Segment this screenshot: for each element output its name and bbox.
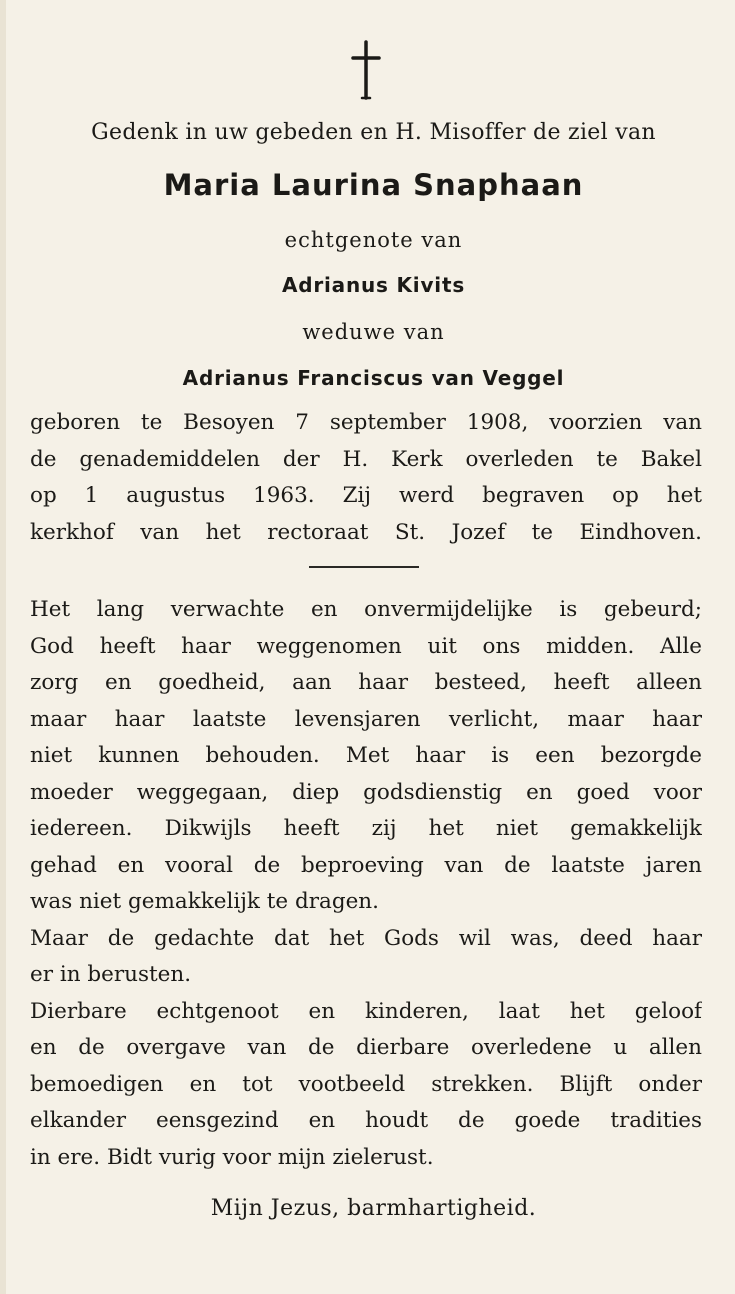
biography-line: kerkhof van het rectoraat St. Jozef te Eindhoven.	[30, 519, 702, 545]
intro-line: Gedenk in uw gebeden en H. Misoffer de ziel van	[91, 120, 656, 145]
prayer-line: elkander eensgezind en houdt de goede tradities	[30, 1108, 702, 1133]
prayer-line: God heeft haar weggenomen uit ons midden. Alle	[30, 633, 702, 659]
prayer-paragraph	[30, 592, 702, 1176]
prayer-line: moeder weggegaan, diep godsdienstig en goed voor	[30, 779, 702, 805]
prayer-line: bemoedigen en tot vootbeeld strekken. Blijft onder	[30, 1071, 702, 1097]
spouse-1-name: Adrianus Kivits	[281, 273, 466, 297]
biography-line: op 1 augustus 1963. Zij werd begraven op het	[30, 483, 702, 508]
relation-spouse-2: weduwe van	[302, 320, 445, 344]
prayer-line: gehad en vooral de beproeving van de laatste jaren	[30, 852, 702, 878]
prayer-line: en de overgave van de dierbare overledene u allen	[30, 1035, 702, 1060]
prayer-line: was niet gemakkelijk te dragen.	[30, 889, 379, 914]
prayer-line: maar haar laatste levensjaren verlicht, maar haar	[30, 706, 702, 732]
prayer-line: in ere. Bidt vurig voor mijn zielerust.	[30, 1144, 434, 1170]
spouse-2-name: Adrianus Franciscus van Veggel	[182, 366, 565, 390]
prayer-line: niet kunnen behouden. Met haar is een bezorgde	[30, 743, 702, 768]
biography-line: geboren te Besoyen 7 september 1908, voorzien van	[30, 410, 702, 435]
biography-line: de genademiddelen der H. Kerk overleden te Bakel	[30, 446, 702, 472]
divider-rule	[309, 566, 419, 568]
closing-invocation: Mijn Jezus, barmhartigheid.	[210, 1196, 537, 1221]
prayer-line: Het lang verwachte en onvermijdelijke is gebeurd;	[30, 597, 702, 622]
prayer-line: zorg en goedheid, aan haar besteed, heeft alleen	[30, 670, 702, 695]
prayer-line: Dierbare echtgenoot en kinderen, laat het geloof	[30, 998, 702, 1024]
prayer-line: iedereen. Dikwijls heeft zij het niet gemakkelijk	[30, 816, 702, 841]
prayer-line: Maar de gedachte dat het Gods wil was, deed haar	[30, 925, 702, 951]
cross-icon	[348, 40, 384, 100]
relation-spouse-1: echtgenote van	[284, 228, 463, 252]
biography-paragraph	[30, 405, 702, 551]
prayer-line: er in berusten.	[30, 962, 192, 987]
deceased-name: Maria Laurina Snaphaan	[163, 168, 584, 202]
